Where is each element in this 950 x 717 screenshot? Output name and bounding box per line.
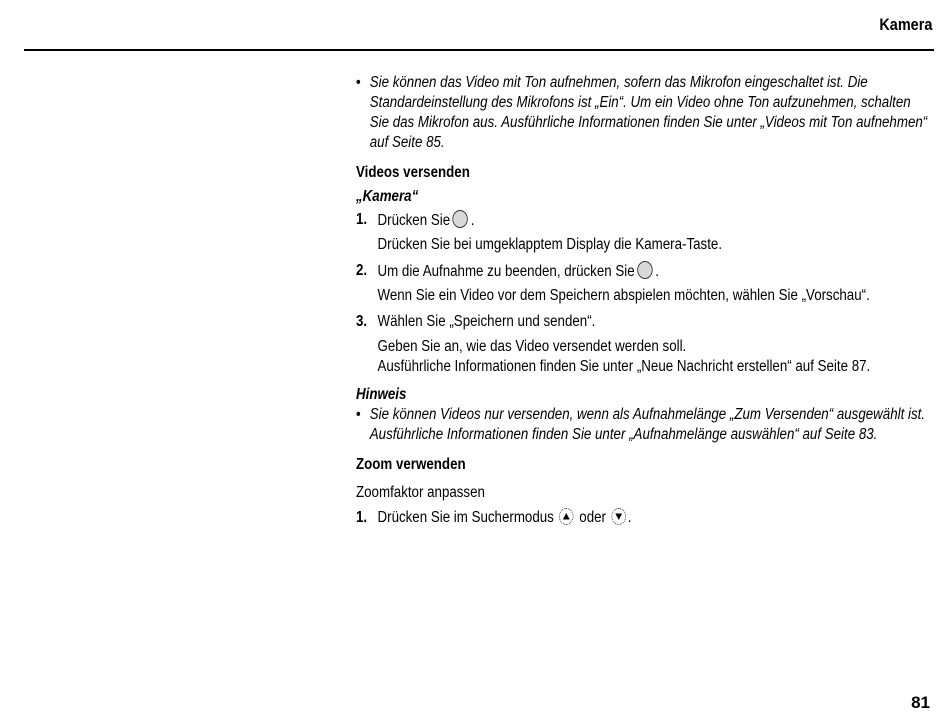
main-content bbox=[356, 73, 934, 528]
page-number: 81 bbox=[911, 693, 930, 712]
step-text-middle: oder bbox=[579, 509, 606, 526]
nav-down-icon bbox=[611, 508, 626, 525]
send-step-1-sub: Drücken Sie bei umgeklapptem Display die Kamera-Taste. bbox=[377, 236, 723, 253]
step-text-end: . bbox=[627, 509, 632, 526]
send-step-3-sub-2: Ausführliche Informationen finden Sie unter „Neue Nachricht erstellen“ auf Seite 87. bbox=[377, 358, 871, 375]
step-text: Drücken Sie im Suchermodus bbox=[377, 509, 554, 526]
send-step-2 bbox=[356, 261, 933, 282]
intro-bullet bbox=[356, 73, 933, 153]
note-heading: Hinweis bbox=[356, 386, 407, 403]
bullet-dot: • bbox=[356, 74, 361, 91]
bullet-dot: • bbox=[356, 406, 361, 423]
step-number: 2. bbox=[356, 262, 368, 279]
step-text-end: . bbox=[470, 212, 475, 229]
nav-up-icon bbox=[559, 508, 574, 525]
zoom-step-1 bbox=[356, 508, 933, 528]
zoom-subheading: Zoomfaktor anpassen bbox=[356, 484, 485, 501]
step-text: Drücken Sie bbox=[377, 212, 451, 229]
step-text: Wählen Sie „Speichern und senden“. bbox=[377, 313, 596, 330]
send-step-3 bbox=[356, 312, 933, 332]
section-heading-send: Videos versenden bbox=[356, 164, 470, 181]
step-text: Um die Aufnahme zu beenden, drücken Sie bbox=[377, 263, 635, 280]
send-step-3-sub-1: Geben Sie an, wie das Video versendet werden soll. bbox=[377, 338, 687, 355]
content-inner bbox=[356, 73, 933, 528]
menu-path-kamera: „Kamera“ bbox=[356, 188, 419, 205]
header-title: Kamera bbox=[878, 15, 932, 34]
round-key-icon bbox=[453, 210, 468, 228]
step-number: 1. bbox=[356, 211, 368, 228]
round-key-icon bbox=[637, 261, 652, 279]
intro-bullet-text: Sie können das Video mit Ton aufnehmen, sofern das Mikrofon eingeschaltet ist. Die Standardeinstellung des Mikrofons ist „Ein“. Um ein Video ohne Ton aufzunehmen, schalten Sie das Mikrofon aus. Ausführliche Informationen finden Sie unter „Videos mit Ton aufnehmen“ auf Seite 85. bbox=[369, 74, 928, 151]
send-step-2-sub: Wenn Sie ein Video vor dem Speichern abspielen möchten, wählen Sie „Vorschau“. bbox=[377, 287, 870, 304]
section-heading-zoom: Zoom verwenden bbox=[356, 456, 466, 473]
step-number: 3. bbox=[356, 313, 368, 330]
step-number: 1. bbox=[356, 509, 368, 526]
note-bullet bbox=[356, 405, 933, 445]
send-step-1 bbox=[356, 210, 933, 231]
header-rule bbox=[24, 49, 934, 51]
step-text-end: . bbox=[655, 263, 659, 280]
note-bullet-text: Sie können Videos nur versenden, wenn als Aufnahmelänge „Zum Versenden“ ausgewählt ist. Ausführliche Informationen finden Sie unter „Aufnahmelänge auswählen“ auf Seite 83. bbox=[369, 406, 926, 443]
